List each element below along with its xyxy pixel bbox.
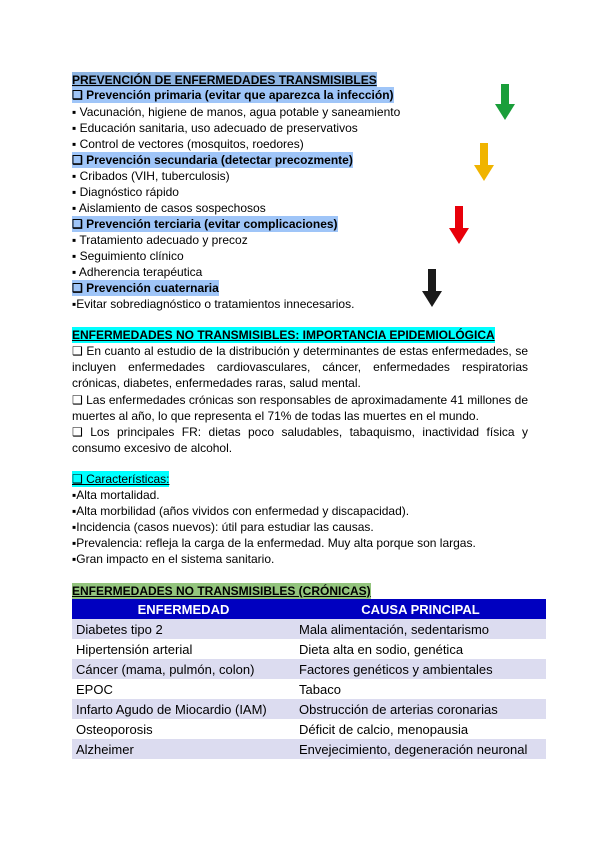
heading-prevencion-primaria: ❑ Prevención primaria (evitar que aparezca la infección)	[72, 88, 394, 102]
section-title-prevencion: PREVENCIÓN DE ENFERMEDADES TRANSMISIBLES	[72, 73, 377, 87]
diseases-table	[72, 599, 546, 759]
column-header-enfermedad: ENFERMEDAD	[72, 599, 295, 619]
table-row	[72, 699, 546, 719]
table-cell: Diabetes tipo 2	[72, 619, 295, 639]
table-row	[72, 619, 546, 639]
paragraph: ❑ Los principales FR: dietas poco saludables, tabaquismo, inactividad física y consumo excesivo de alcohol.	[72, 425, 528, 455]
list-item: ▪Alta mortalidad.	[72, 488, 160, 502]
heading-prevencion-cuaternaria: ❑ Prevención cuaternaria	[72, 281, 219, 295]
table-header-row	[72, 599, 546, 619]
section-title-cronicas: ENFERMEDADES NO TRANSMISIBLES (CRÓNICAS)	[72, 584, 371, 598]
table-cell: EPOC	[72, 679, 295, 699]
table-row	[72, 719, 546, 739]
column-header-causa: CAUSA PRINCIPAL	[295, 599, 546, 619]
table-row	[72, 639, 546, 659]
list-item: ▪Evitar sobrediagnóstico o tratamientos innecesarios.	[72, 297, 355, 311]
table-cell: Dieta alta en sodio, genética	[295, 639, 546, 659]
list-item: ▪ Seguimiento clínico	[72, 249, 184, 263]
paragraph: ❑ En cuanto al estudio de la distribución y determinantes de estas enfermedades, se incluyen enfermedades cardiovasculares, cáncer, enfermedades respiratorias crónicas, diabetes, enfermedades raras, salud mental.	[72, 344, 528, 390]
list-item: ▪Gran impacto en el sistema sanitario.	[72, 552, 275, 566]
table-cell: Tabaco	[295, 679, 546, 699]
list-item: ▪ Aislamiento de casos sospechosos	[72, 201, 266, 215]
table-cell: Obstrucción de arterias coronarias	[295, 699, 546, 719]
table-cell: Alzheimer	[72, 739, 295, 759]
list-item: ▪Incidencia (casos nuevos): útil para estudiar las causas.	[72, 520, 374, 534]
section-title-no-transmisibles: ENFERMEDADES NO TRANSMISIBLES: IMPORTANCIA EPIDEMIOLÓGICA	[72, 328, 495, 342]
list-item: ▪Alta morbilidad (años vividos con enfermedad y discapacidad).	[72, 504, 410, 518]
table-cell: Factores genéticos y ambientales	[295, 659, 546, 679]
table-cell: Osteoporosis	[72, 719, 295, 739]
table-cell: Mala alimentación, sedentarismo	[295, 619, 546, 639]
list-item: ▪ Adherencia terapéutica	[72, 265, 203, 279]
table-cell: Envejecimiento, degeneración neuronal	[295, 739, 546, 759]
table-row	[72, 679, 546, 699]
table-cell: Déficit de calcio, menopausia	[295, 719, 546, 739]
table-cell: Cáncer (mama, pulmón, colon)	[72, 659, 295, 679]
heading-prevencion-terciaria: ❑ Prevención terciaria (evitar complicaciones)	[72, 217, 338, 231]
list-item: ▪ Vacunación, higiene de manos, agua potable y saneamiento	[72, 105, 401, 119]
list-item: ▪ Control de vectores (mosquitos, roedores)	[72, 137, 304, 151]
list-item: ▪ Educación sanitaria, uso adecuado de preservativos	[72, 121, 358, 135]
table-cell: Infarto Agudo de Miocardio (IAM)	[72, 699, 295, 719]
list-item: ▪Prevalencia: refleja la carga de la enfermedad. Muy alta porque son largas.	[72, 536, 476, 550]
table-cell: Hipertensión arterial	[72, 639, 295, 659]
heading-prevencion-secundaria: ❑ Prevención secundaria (detectar precozmente)	[72, 153, 353, 167]
list-item: ▪ Tratamiento adecuado y precoz	[72, 233, 248, 247]
table-row	[72, 739, 546, 759]
table-row	[72, 659, 546, 679]
heading-caracteristicas: ❑ Características:	[72, 472, 170, 486]
list-item: ▪ Cribados (VIH, tuberculosis)	[72, 169, 230, 183]
list-item: ▪ Diagnóstico rápido	[72, 185, 179, 199]
paragraph: ❑ Las enfermedades crónicas son responsables de aproximadamente 41 millones de muertes al año, lo que representa el 71% de todas las muertes en el mundo.	[72, 393, 528, 423]
